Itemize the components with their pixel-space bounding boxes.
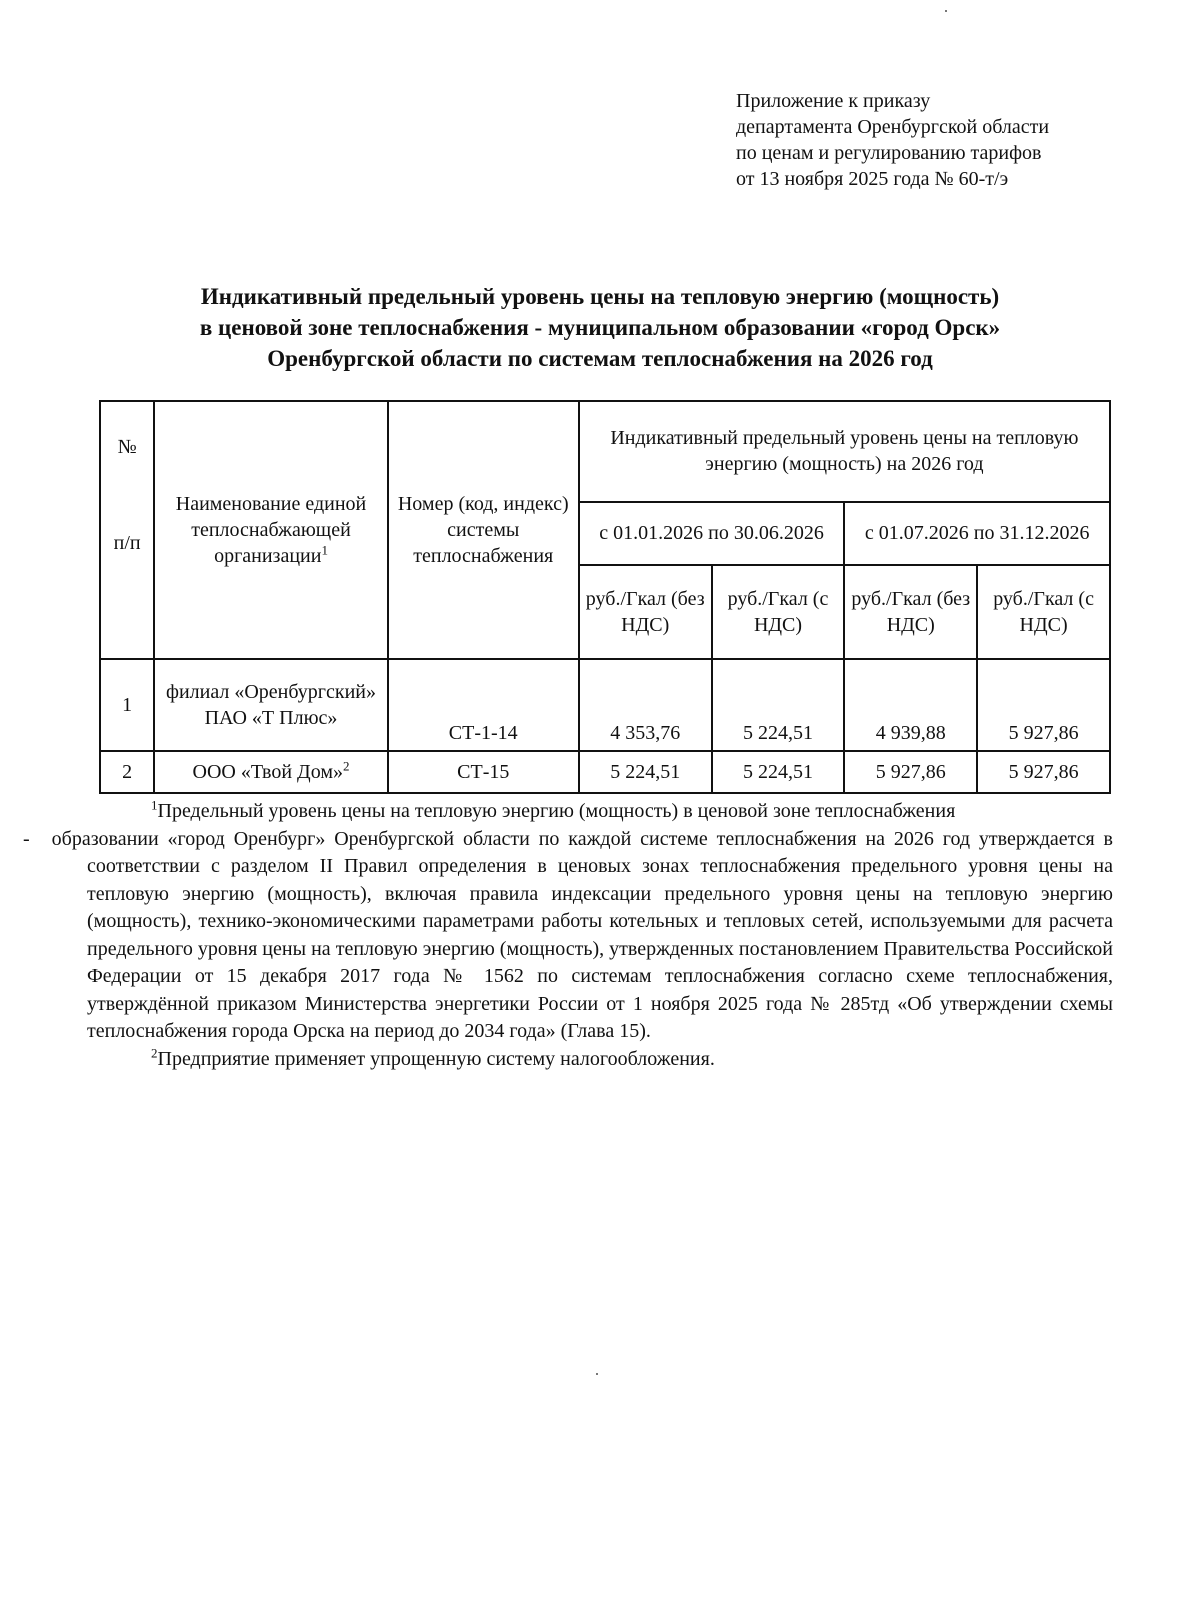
title-line: Оренбургской области по системам теплоснабжения на 2026 год [267,346,933,371]
scan-speck [596,1373,598,1375]
footnotes [23,797,1113,1073]
price-value: 5 224,51 [712,751,845,793]
title-line: Индикативный предельный уровень цены на тепловую энергию (мощность) [200,284,1000,309]
header-line: департамента Оренбургской области [736,116,1050,138]
system-code: СТ-1-14 [388,659,579,751]
column-code-header [388,401,579,659]
table-row [100,751,1110,793]
document-title [80,281,1120,374]
org-name-text: ООО «Твой Дом» [192,761,343,783]
price-value: 4 939,88 [844,659,977,751]
price-value: 5 927,86 [977,659,1110,751]
org-name-text: филиал «Оренбургский» ПАО «Т Плюс» [165,681,377,729]
price-table [99,400,1111,794]
scan-speck [945,10,947,12]
number-sign: № [117,436,137,458]
org-name [154,751,387,793]
unit-header: руб./Гкал (с НДС) [977,565,1110,659]
footnote-1 [23,797,1113,1046]
period-header-2 [844,502,1110,565]
header-line: от 13 ноября 2025 года № 60-т/э [736,168,1009,190]
footnote-mark: 2 [151,1044,158,1060]
footnote-text: образовании «город Оренбург» Оренбургской области по каждой системе теплоснабжения на 2026 год утверждается в соответствии с разделом II Правил определения в ценовых зонах теплоснабжения предельного уровня цены на тепловую энергию (мощность), включая правила индексации предельного уровня цены на тепловую энергию (мощность), технико-экономическими параметрами работы котельных и тепловых сетей, используемыми для расчета предельного уровня цены на тепловую энергию (мощность), утвержденных постановлением Правительства Российской Федерации от 15 декабря 2017 года № 1562 по системам теплоснабжения согласно схеме теплоснабжения, утверждённой приказом Министерства энергетики России от 1 ноября 2025 года № 285тд «Об утверждении схемы теплоснабжения города Орска на период до 2034 года» (Глава 15). [51,827,1113,1042]
row-index-label: п/п [113,532,141,554]
header-line: Приложение к приказу [736,90,931,112]
price-value: 5 224,51 [712,659,845,751]
price-value: 5 927,86 [977,751,1110,793]
code-header-label: Номер (код, индекс) системы теплоснабжения [397,493,569,567]
footnote-2 [87,1046,1113,1074]
footnote-mark: 1 [151,797,158,813]
column-number-header [100,401,154,659]
period-label: с 01.07.2026 по 31.12.2026 [864,522,1090,545]
org-header-label: Наименование единой теплоснабжающей организации [175,493,367,567]
table-row [100,659,1110,751]
system-code: СТ-15 [388,751,579,793]
price-group-header [579,401,1110,502]
period-label: с 01.01.2026 по 30.06.2026 [599,522,824,545]
period-header-1 [579,502,845,565]
appendix-header [736,88,1176,192]
footnote-mark: 1 [321,542,328,558]
row-number: 1 [100,659,154,751]
price-group-label: Индикативный предельный уровень цены на тепловую энергию (мощность) на 2026 год [610,427,1079,476]
footnote-dash: - [23,827,30,850]
unit-header: руб./Гкал (с НДС) [712,565,845,659]
header-line: по ценам и регулированию тарифов [736,142,1042,164]
column-org-header [154,401,387,659]
footnote-text: Предельный уровень цены на тепловую энергию (мощность) в ценовой зоне теплоснабжения [157,800,956,822]
footnote-text: Предприятие применяет упрощенную систему налогообложения. [157,1047,715,1070]
unit-header: руб./Гкал (без НДС) [844,565,977,659]
footnote-mark: 2 [342,758,350,774]
price-value: 5 927,86 [844,751,977,793]
price-value: 5 224,51 [579,751,712,793]
unit-header: руб./Гкал (без НДС) [579,565,712,659]
row-number: 2 [100,751,154,793]
title-line: в ценовой зоне теплоснабжения - муниципальном образовании «город Орск» [199,315,1001,340]
price-value: 4 353,76 [579,659,712,751]
org-name [154,659,387,751]
